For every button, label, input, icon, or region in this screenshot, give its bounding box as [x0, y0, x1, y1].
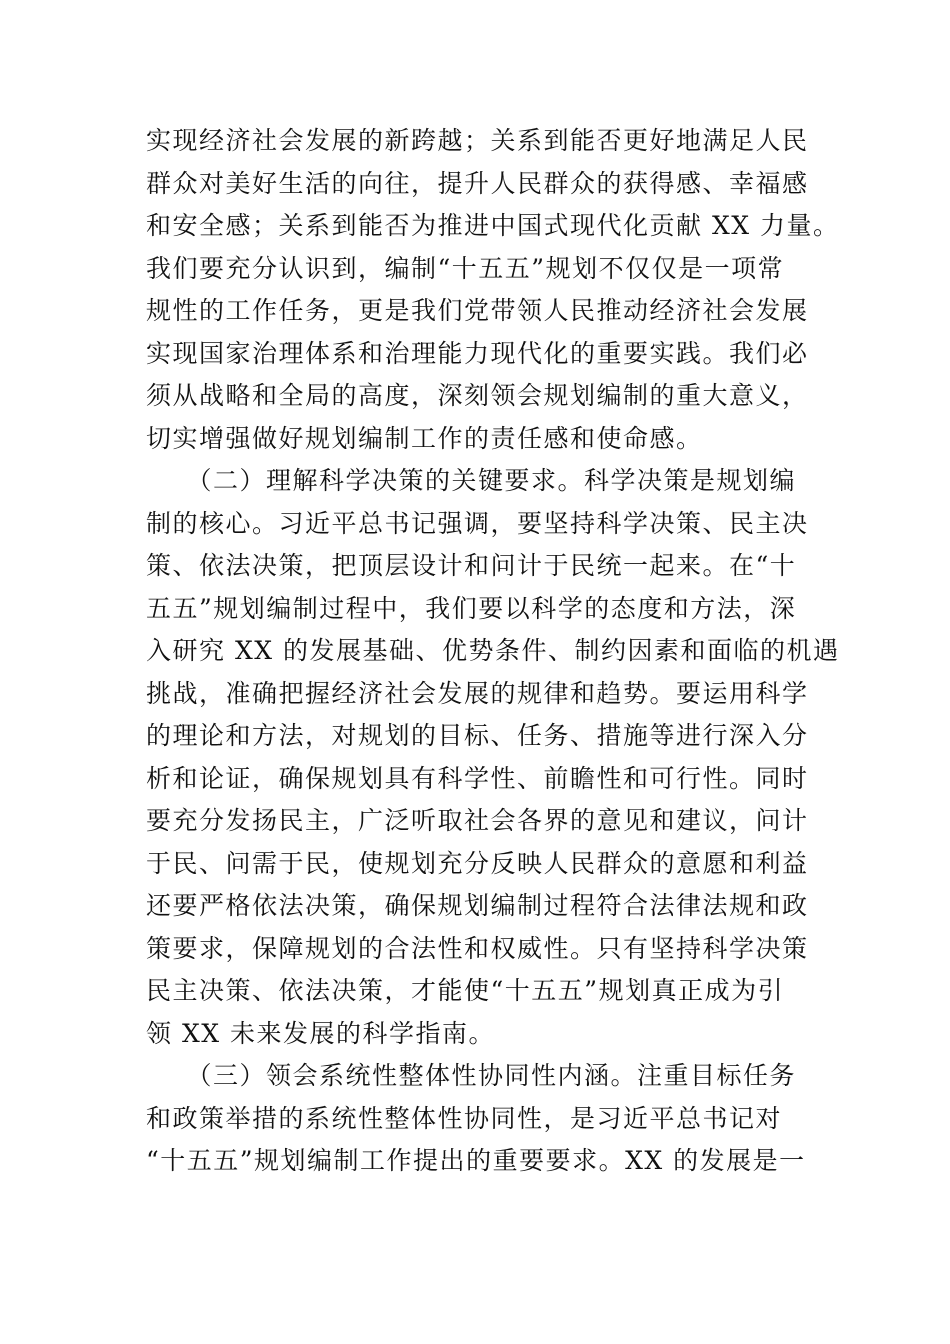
text-line: 切实增强做好规划编制工作的责任感和使命感。 — [146, 423, 703, 453]
section-heading-line: （三）领会系统性整体性协同性内涵。注重目标任务 — [146, 1061, 797, 1090]
text-line: 析和论证，确保规划具有科学性、前瞻性和可行性。同时 — [146, 763, 809, 793]
text-line: 于民、问需于民，使规划充分反映人民群众的意愿和利益 — [146, 848, 809, 878]
text-line: 挑战，准确把握经济社会发展的规律和趋势。要运用科学 — [146, 678, 809, 708]
section-heading-line: （二）理解科学决策的关键要求。科学决策是规划编 — [146, 466, 797, 495]
text-line: 我们要充分认识到，编制“十五五”规划不仅仅是一项常 — [146, 253, 785, 283]
text-line: 民主决策、依法决策，才能使“十五五”规划真正成为引 — [146, 976, 785, 1005]
text-line: 的理论和方法，对规划的目标、任务、措施等进行深入分 — [146, 721, 809, 750]
text-line: 群众对美好生活的向往，提升人民群众的获得感、幸福感 — [146, 168, 809, 198]
text-line: 领 XX 未来发展的科学指南。 — [146, 1018, 495, 1048]
body-text — [146, 120, 840, 1183]
text-line: 要充分发扬民主，广泛听取社会各界的意见和建议，问计 — [146, 806, 809, 835]
text-line: “十五五”规划编制工作提出的重要要求。XX 的发展是一 — [146, 1146, 806, 1175]
text-line: 和政策举措的系统性整体性协同性，是习近平总书记对 — [146, 1103, 783, 1133]
text-line: 规性的工作任务，更是我们党带领人民推动经济社会发展 — [146, 296, 809, 325]
text-line: 实现经济社会发展的新跨越；关系到能否更好地满足人民 — [146, 126, 809, 155]
text-line: 实现国家治理体系和治理能力现代化的重要实践。我们必 — [146, 338, 809, 368]
text-line: 制的核心。习近平总书记强调，要坚持科学决策、民主决 — [146, 508, 809, 538]
text-line: 策、依法决策，把顶层设计和问计于民统一起来。在“十 — [146, 551, 797, 580]
text-line: 还要严格依法决策，确保规划编制过程符合法律法规和政 — [146, 891, 809, 920]
text-line: 须从战略和全局的高度，深刻领会规划编制的重大意义， — [146, 381, 809, 410]
text-line: 策要求，保障规划的合法性和权威性。只有坚持科学决策 — [146, 933, 809, 963]
text-line: 入研究 XX 的发展基础、优势条件、制约因素和面临的机遇 — [146, 636, 840, 665]
text-line: 和安全感；关系到能否为推进中国式现代化贡献 XX 力量。 — [146, 211, 840, 240]
text-line: 五五”规划编制过程中，我们要以科学的态度和方法，深 — [146, 593, 797, 623]
